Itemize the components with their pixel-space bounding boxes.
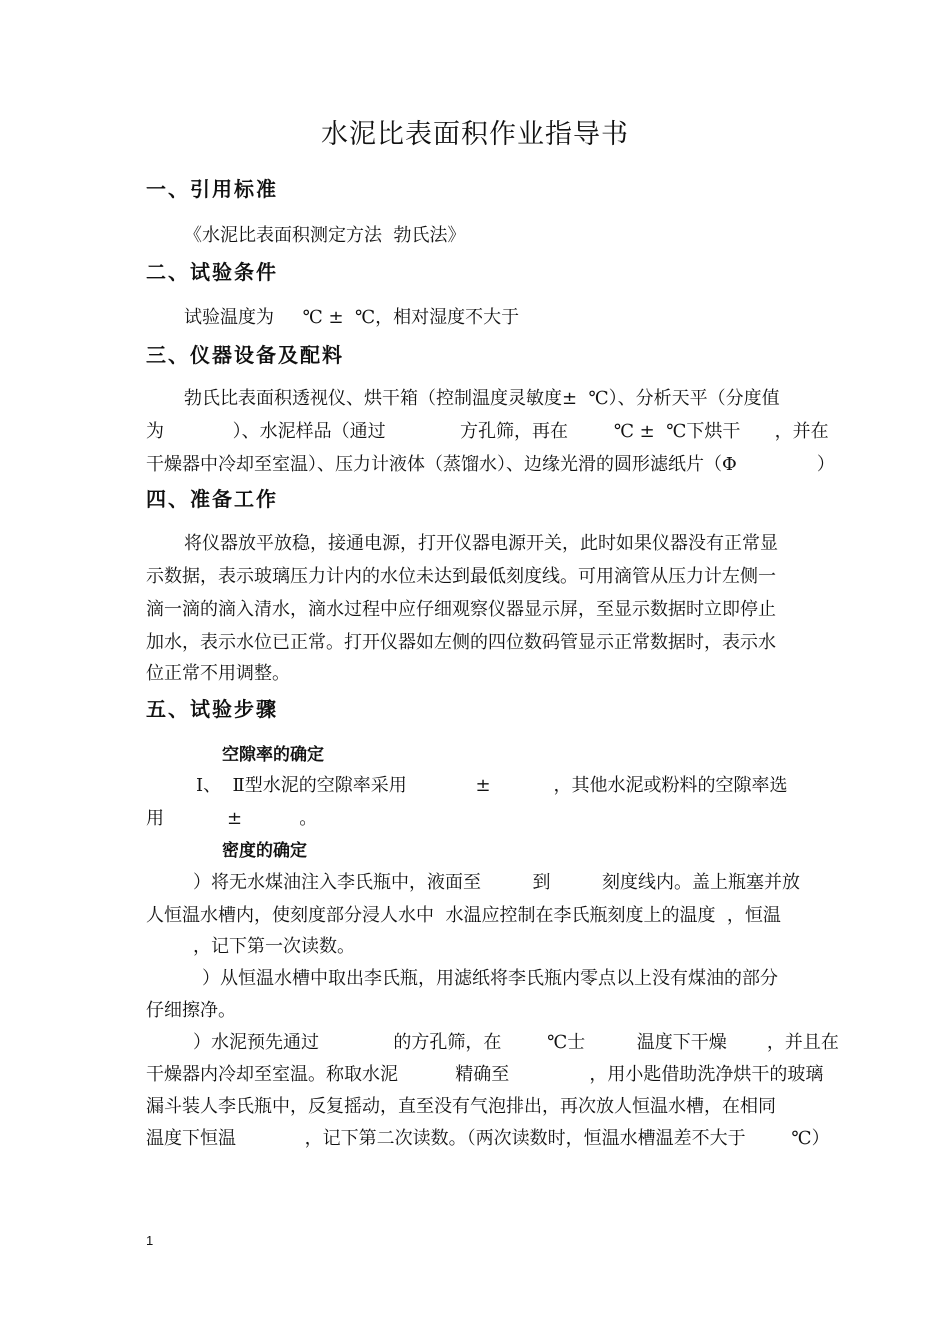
paragraph-line: 示数据，表示玻璃压力计内的水位未达到最低刻度线。可用滴管从压力计左侧一 [146, 566, 776, 587]
paragraph-line: 漏斗装人李氏瓶中，反复摇动，直至没有气泡排出，再次放人恒温水槽，在相同 [146, 1096, 776, 1117]
paragraph-line: 试验温度为 ℃ ± ℃，相对湿度不大于 [184, 307, 520, 328]
paragraph-line: 位正常不用调整。 [146, 663, 290, 684]
paragraph-line: 为 ）、水泥样品（通过 方孔筛，再在 ℃ ± ℃下烘干 ，并在 [146, 421, 829, 442]
paragraph-line: 用 ± 。 [146, 808, 318, 829]
section-heading-procedure: 五、试验步骤 [146, 697, 278, 721]
subheading-density: 密度的确定 [222, 841, 307, 861]
paragraph-line: 滴一滴的滴入清水，滴水过程中应仔细观察仪器显示屏，至显示数据时立即停止 [146, 599, 776, 620]
subheading-porosity: 空隙率的确定 [222, 745, 324, 765]
paragraph-line: 加水，表示水位已正常。打开仪器如左侧的四位数码管显示正常数据时，表示水 [146, 632, 776, 653]
paragraph-line: 人恒温水槽内，使刻度部分浸人水中 水温应控制在李氏瓶刻度上的温度 ，恒温 [146, 905, 781, 926]
paragraph-line: ）从恒温水槽中取出李氏瓶，用滤纸将李氏瓶内零点以上没有煤油的部分 [202, 968, 778, 989]
section-heading-conditions: 二、试验条件 [146, 260, 278, 284]
paragraph-line: 勃氏比表面积透视仪、烘干箱（控制温度灵敏度± ℃）、分析天平（分度值 [184, 388, 780, 409]
paragraph-line: ，记下第一次读数。 [193, 936, 355, 957]
paragraph-line: 干燥器中冷却至室温）、压力计液体（蒸馏水）、边缘光滑的圆形滤纸片（Φ ） [146, 454, 835, 475]
paragraph-line: ）将无水煤油注入李氏瓶中，液面至 到 刻度线内。盖上瓶塞并放 [193, 872, 800, 893]
paragraph-line: 仔细擦净。 [146, 1000, 236, 1021]
page-number: 1 [146, 1233, 154, 1248]
section-heading-equipment: 三、仪器设备及配料 [146, 343, 344, 367]
paragraph-line: ）水泥预先通过 的方孔筛，在 ℃士 温度下干燥 ，并且在 [193, 1032, 839, 1053]
page-title: 水泥比表面积作业指导书 [321, 119, 629, 150]
paragraph-line: 《水泥比表面积测定方法 勃氏法》 [184, 225, 466, 246]
section-heading-references: 一、引用标准 [146, 177, 278, 201]
section-heading-preparation: 四、准备工作 [146, 487, 278, 511]
paragraph-line: 将仪器放平放稳，接通电源，打开仪器电源开关，此时如果仪器没有正常显 [184, 533, 778, 554]
paragraph-line: Ⅰ、 Ⅱ型水泥的空隙率采用 ± ，其他水泥或粉料的空隙率选 [196, 775, 788, 796]
paragraph-line: 温度下恒温 ，记下第二次读数。（两次读数时，恒温水槽温差不大于 ℃） [146, 1128, 830, 1149]
paragraph-line: 干燥器内冷却至室温。称取水泥 精确至 ，用小匙借助洗净烘干的玻璃 [146, 1064, 824, 1085]
